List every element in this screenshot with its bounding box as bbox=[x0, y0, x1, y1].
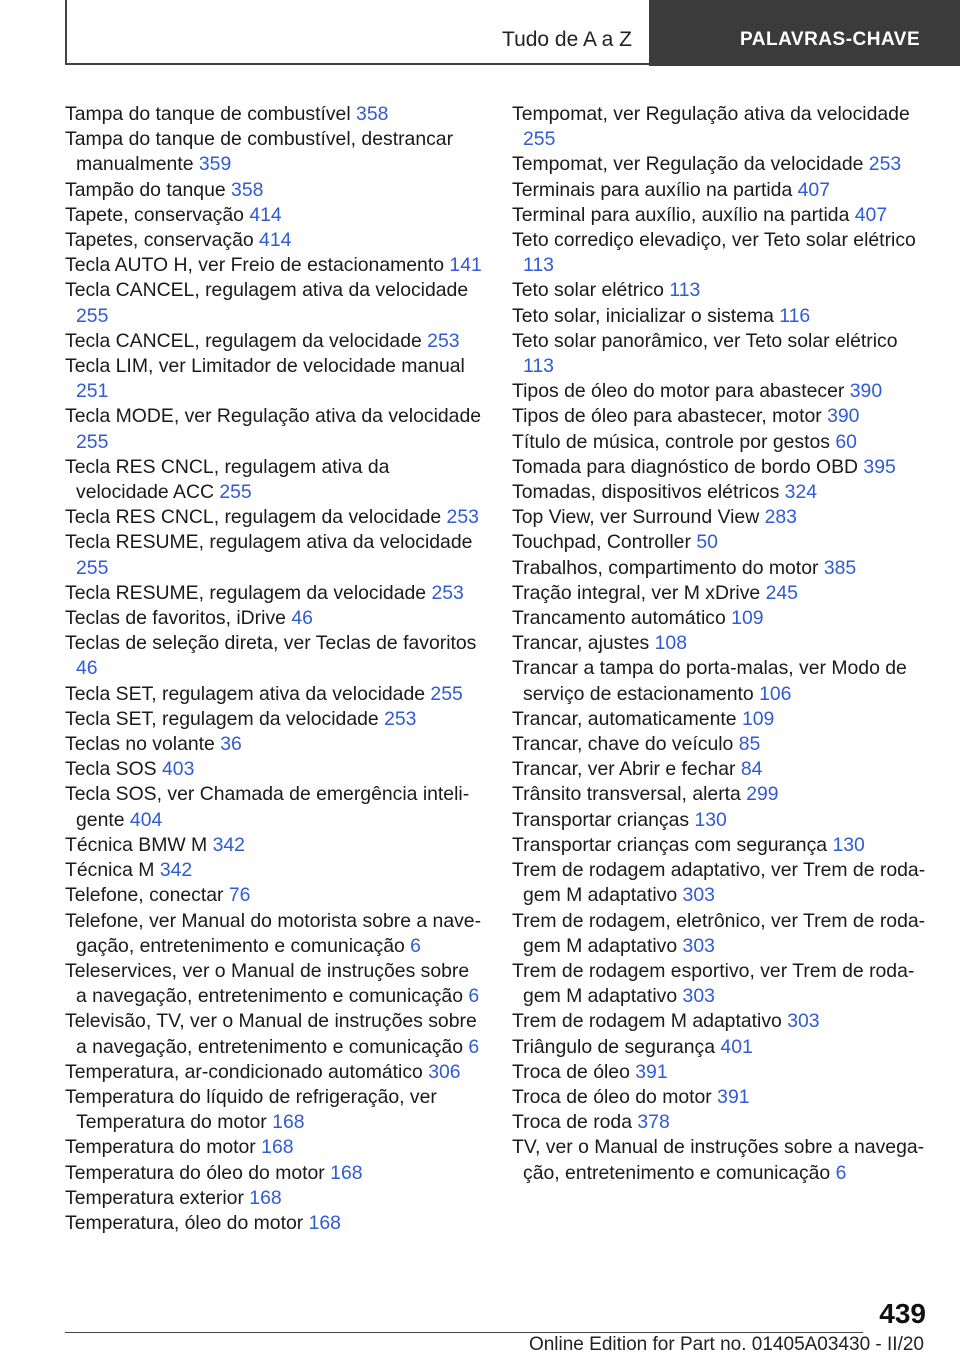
index-entry-page-link[interactable]: 414 bbox=[249, 203, 282, 226]
header-section-title: Tudo de A a Z bbox=[502, 28, 632, 51]
index-entry bbox=[65, 329, 483, 354]
index-entry bbox=[65, 757, 483, 782]
index-entry-term: Top View, ver Surround View bbox=[512, 506, 765, 529]
index-entry-page-link[interactable]: 6 bbox=[410, 934, 421, 957]
index-entry-term: Tipos de óleo do motor para abastecer bbox=[512, 380, 850, 403]
index-entry-term: Tampa do tanque de combustível, destrancar manualmente bbox=[65, 128, 454, 176]
index-entry-page-link[interactable]: 255 bbox=[430, 682, 463, 705]
index-entry-page-link[interactable]: 245 bbox=[765, 581, 798, 604]
index-entry bbox=[65, 581, 483, 606]
index-entry bbox=[65, 278, 483, 328]
index-entry bbox=[65, 1060, 483, 1085]
index-entry bbox=[65, 909, 483, 959]
index-entry-term: TV, ver o Manual de instruções sobre a navegação, entretenimento e comunicação bbox=[512, 1136, 925, 1184]
index-entry bbox=[65, 833, 483, 858]
index-entry bbox=[65, 606, 483, 631]
page-header bbox=[0, 0, 960, 66]
index-entry-page-link[interactable]: 283 bbox=[764, 506, 797, 529]
index-entry-term: Temperatura do líquido de refrigeração, ver Temperatura do motor bbox=[65, 1085, 437, 1134]
index-entry-page-link[interactable]: 168 bbox=[272, 1111, 305, 1134]
index-entry-page-link[interactable]: 113 bbox=[523, 254, 554, 277]
index-entry bbox=[65, 253, 483, 278]
index-entry-page-link[interactable]: 342 bbox=[212, 833, 245, 856]
index-entry-page-link[interactable]: 401 bbox=[720, 1035, 753, 1058]
index-entry bbox=[512, 1035, 932, 1060]
header-chapter-label: PALAVRAS-CHAVE bbox=[740, 29, 921, 50]
index-entry-term: Teto solar elétrico bbox=[512, 279, 670, 302]
index-entry-page-link[interactable]: 403 bbox=[162, 758, 195, 781]
index-column-right bbox=[512, 102, 932, 1186]
index-entry-term: Transportar crianças com segurança bbox=[512, 833, 833, 856]
page-number: 439 bbox=[879, 1298, 926, 1329]
index-entry-term: Tração integral, ver M xDrive bbox=[512, 581, 766, 604]
index-entry bbox=[512, 606, 932, 631]
index-entry-term: Tempomat, ver Regulação da velocidade bbox=[512, 153, 869, 176]
index-entry bbox=[65, 354, 483, 404]
index-entry-term: Troca de óleo do motor bbox=[512, 1085, 718, 1108]
index-entry-page-link[interactable]: 46 bbox=[291, 607, 313, 630]
index-entry-page-link[interactable]: 378 bbox=[637, 1111, 670, 1134]
index-entry bbox=[512, 379, 932, 404]
index-entry-page-link[interactable]: 109 bbox=[741, 707, 775, 730]
index-entry-term: Técnica M bbox=[65, 859, 160, 882]
index-entry bbox=[65, 959, 483, 1009]
index-entry bbox=[512, 757, 932, 782]
index-entry bbox=[512, 1085, 932, 1110]
index-entry-page-link[interactable]: 385 bbox=[823, 556, 857, 579]
index-entry-term: Tecla SOS, ver Chamada de emergência inteligente bbox=[65, 783, 470, 831]
index-entry bbox=[65, 883, 483, 908]
index-entry-term: Tipos de óleo para abastecer, motor bbox=[512, 405, 828, 428]
index-entry bbox=[512, 732, 932, 757]
index-entry-page-link[interactable]: 390 bbox=[827, 405, 860, 428]
index-entry-term: Trem de rodagem, eletrônico, ver Trem de rodagem M adaptativo bbox=[512, 909, 926, 957]
index-entry-term: Título de música, controle por gestos bbox=[512, 430, 836, 453]
footer-rule bbox=[65, 1332, 863, 1333]
index-entry bbox=[512, 656, 932, 706]
index-entry-page-link[interactable]: 141 bbox=[449, 254, 482, 277]
index-entry-page-link[interactable]: 407 bbox=[854, 203, 888, 226]
index-entry bbox=[65, 1211, 483, 1236]
index-entry bbox=[512, 480, 932, 505]
index-entry bbox=[512, 909, 932, 959]
index-entry bbox=[65, 228, 483, 253]
index-entry-page-link[interactable]: 253 bbox=[868, 153, 902, 176]
index-entry-page-link[interactable]: 253 bbox=[431, 581, 464, 604]
index-entry-term: Trânsito transversal, alerta bbox=[512, 783, 747, 806]
index-entry-page-link[interactable]: 358 bbox=[231, 178, 264, 201]
index-entry-page-link[interactable]: 113 bbox=[669, 279, 701, 302]
index-entry-page-link[interactable]: 6 bbox=[468, 985, 480, 1008]
index-entry-term: Trem de rodagem adaptativo, ver Trem de rodagem M adaptativo bbox=[512, 859, 926, 907]
index-entry bbox=[512, 329, 932, 379]
index-entry-term: Transportar crianças bbox=[512, 808, 695, 831]
index-entry-term: Teto solar panorâmico, ver Teto solar elétrico bbox=[512, 329, 898, 352]
index-entry bbox=[512, 178, 932, 203]
index-entry-term: Trem de rodagem esportivo, ver Trem de rodagem M adaptativo bbox=[512, 959, 915, 1008]
index-entry-page-link[interactable]: 168 bbox=[330, 1161, 363, 1184]
index-entry bbox=[512, 505, 932, 530]
index-entry-page-link[interactable]: 168 bbox=[261, 1136, 294, 1159]
index-entry-page-link[interactable]: 255 bbox=[219, 481, 252, 504]
index-entry-term: Tapetes, conservação bbox=[65, 229, 260, 252]
index-entry-page-link[interactable]: 60 bbox=[835, 430, 857, 453]
index-entry-page-link[interactable]: 391 bbox=[635, 1060, 668, 1083]
index-entry-page-link[interactable]: 36 bbox=[220, 733, 242, 756]
index-entry-term: Tomadas, dispositivos elétricos bbox=[512, 481, 785, 504]
index-entry bbox=[512, 1009, 932, 1034]
index-entry bbox=[512, 782, 932, 807]
index-entry bbox=[512, 278, 932, 303]
index-entry bbox=[512, 581, 932, 606]
index-entry-page-link[interactable]: 251 bbox=[76, 380, 109, 403]
index-entry-page-link[interactable]: 324 bbox=[784, 481, 818, 504]
index-entry-term: Teleservices, ver o Manual de instruções sobre a navegação, entretenimento e comunicação bbox=[65, 959, 470, 1008]
index-entry-page-link[interactable]: 303 bbox=[787, 1010, 820, 1033]
index-entry-term: Tecla CANCEL, regulagem da velocidade bbox=[65, 329, 428, 352]
index-entry-term: Tecla RES CNCL, regulagem ativa da velocidade ACC bbox=[65, 455, 390, 504]
index-entry bbox=[65, 858, 483, 883]
index-entry-page-link[interactable]: 255 bbox=[523, 128, 556, 151]
index-entry-term: Televisão, TV, ver o Manual de instruções sobre a navegação, entretenimento e comunicação bbox=[65, 1010, 477, 1058]
index-entry bbox=[65, 682, 483, 707]
index-entry bbox=[65, 631, 483, 681]
index-entry bbox=[65, 732, 483, 757]
index-entry bbox=[65, 455, 483, 505]
index-entry bbox=[512, 631, 932, 656]
index-entry bbox=[512, 556, 932, 581]
index-entry-term: Tampão do tanque bbox=[65, 178, 232, 201]
index-entry-term: Tecla AUTO H, ver Freio de estacionamento bbox=[65, 254, 450, 277]
index-entry-term: Temperatura, ar-condicionado automático bbox=[65, 1060, 429, 1083]
index-entry bbox=[65, 707, 483, 732]
index-entry-term: Tecla LIM, ver Limitador de velocidade manual bbox=[65, 355, 465, 378]
index-entry-page-link[interactable]: 84 bbox=[740, 758, 763, 781]
index-entry-term: Touchpad, Controller bbox=[512, 531, 697, 554]
index-entry bbox=[65, 530, 483, 580]
index-entry-page-link[interactable]: 76 bbox=[228, 884, 251, 907]
index-entry-term: Trancar, ajustes bbox=[512, 632, 655, 655]
index-entry-term: Teclas de favoritos, iDrive bbox=[65, 607, 292, 630]
index-entry-page-link[interactable]: 404 bbox=[129, 808, 163, 831]
index-entry-term: Tampa do tanque de combustível bbox=[65, 103, 357, 125]
index-entry-page-link[interactable]: 306 bbox=[428, 1060, 461, 1083]
index-entry-term: Trancar, automaticamente bbox=[512, 707, 742, 730]
index-entry-page-link[interactable]: 130 bbox=[832, 833, 865, 856]
index-entry-page-link[interactable]: 342 bbox=[159, 859, 193, 882]
index-entry bbox=[65, 1186, 483, 1211]
index-entry bbox=[65, 505, 483, 530]
index-entry bbox=[512, 152, 932, 177]
index-entry-page-link[interactable]: 46 bbox=[76, 657, 98, 680]
index-entry bbox=[512, 455, 932, 480]
index-entry-term: Tecla MODE, ver Regulação ativa da velocidade bbox=[65, 405, 482, 428]
index-entry-page-link[interactable]: 130 bbox=[694, 808, 727, 831]
index-entry bbox=[65, 404, 483, 454]
index-entry-term: Triângulo de segurança bbox=[512, 1035, 721, 1058]
index-entry-term: Terminais para auxílio na partida bbox=[512, 178, 798, 201]
index-entry-page-link[interactable]: 358 bbox=[356, 103, 389, 125]
index-entry-page-link[interactable]: 391 bbox=[717, 1085, 750, 1108]
index-entry-term: Tecla RES CNCL, regulagem da velocidade bbox=[65, 506, 447, 529]
index-entry-term: Tecla SOS bbox=[65, 758, 162, 781]
index-entry-page-link[interactable]: 168 bbox=[249, 1186, 282, 1209]
index-entry bbox=[65, 178, 483, 203]
index-entry bbox=[65, 102, 483, 127]
index-entry bbox=[512, 707, 932, 732]
index-entry-page-link[interactable]: 108 bbox=[654, 632, 687, 655]
index-entry-page-link[interactable]: 390 bbox=[849, 380, 883, 403]
index-entry bbox=[512, 530, 932, 555]
index-entry-page-link[interactable]: 253 bbox=[427, 329, 460, 352]
index-entry-term: Trancar, ver Abrir e fechar bbox=[512, 758, 741, 781]
index-entry-page-link[interactable]: 303 bbox=[682, 934, 715, 957]
index-entry-page-link[interactable]: 113 bbox=[523, 355, 554, 378]
index-entry-page-link[interactable]: 303 bbox=[682, 884, 715, 907]
index-entry bbox=[512, 833, 932, 858]
index-column-left bbox=[65, 102, 483, 1236]
index-entry bbox=[512, 1060, 932, 1085]
index-entry-term: Tecla RESUME, regulagem da velocidade bbox=[65, 581, 432, 604]
index-entry-page-link[interactable]: 253 bbox=[446, 506, 479, 529]
index-entry-term: Trancar, chave do veículo bbox=[512, 733, 739, 756]
index-entry bbox=[65, 1009, 483, 1059]
index-entry-term: Trancamento automático bbox=[512, 607, 732, 630]
index-entry-term: Tecla SET, regulagem ativa da velocidade bbox=[65, 682, 431, 705]
index-entry-page-link[interactable]: 109 bbox=[731, 607, 764, 630]
index-entry bbox=[65, 782, 483, 832]
index-entry bbox=[512, 808, 932, 833]
index-entry-term: Teto corrediço elevadiço, ver Teto solar elétrico bbox=[512, 229, 916, 252]
index-entry bbox=[512, 203, 932, 228]
index-entry-term: Tecla CANCEL, regulagem ativa da velocidade bbox=[65, 279, 469, 302]
index-entry bbox=[512, 404, 932, 429]
index-entry-page-link[interactable]: 414 bbox=[259, 229, 292, 252]
index-entry-page-link[interactable]: 255 bbox=[76, 304, 109, 327]
index-entry bbox=[512, 1135, 932, 1185]
index-entry-page-link[interactable]: 255 bbox=[76, 430, 109, 453]
index-entry-term: Tecla RESUME, regulagem ativa da velocidade bbox=[65, 531, 473, 554]
index-entry bbox=[512, 430, 932, 455]
index-entry bbox=[512, 1110, 932, 1135]
index-entry bbox=[512, 858, 932, 908]
index-entry-term: Temperatura, óleo do motor bbox=[65, 1211, 309, 1234]
index-entry-page-link[interactable]: 116 bbox=[779, 304, 811, 327]
index-entry bbox=[65, 127, 483, 177]
index-entry-term: Telefone, ver Manual do motorista sobre a navegação, entretenimento e comunicação bbox=[65, 909, 482, 957]
index-entry-page-link[interactable]: 106 bbox=[759, 682, 792, 705]
index-entry-term: Temperatura exterior bbox=[65, 1186, 250, 1209]
index-entry-term: Troca de roda bbox=[512, 1111, 638, 1134]
index-entry-page-link[interactable]: 255 bbox=[76, 556, 109, 579]
index-entry bbox=[65, 1085, 483, 1135]
index-entry-term: Trancar a tampa do porta-malas, ver Modo de serviço de estacionamento bbox=[512, 657, 907, 705]
index-entry-page-link[interactable]: 407 bbox=[797, 178, 830, 201]
index-entry-page-link[interactable]: 303 bbox=[682, 985, 715, 1008]
index-entry bbox=[65, 1161, 483, 1186]
index-entry-term: Teto solar, inicializar o sistema bbox=[512, 304, 780, 327]
header-bottom-rule bbox=[65, 63, 649, 65]
index-entry-term: Tapete, conservação bbox=[65, 203, 250, 226]
index-entry-term: Trem de rodagem M adaptativo bbox=[512, 1010, 788, 1033]
index-entry bbox=[512, 959, 932, 1009]
index-entry-term: Teclas no volante bbox=[65, 733, 221, 756]
index-entry-page-link[interactable]: 168 bbox=[308, 1211, 341, 1234]
index-entry-term: Tomada para diagnóstico de bordo OBD bbox=[512, 455, 864, 478]
index-entry-page-link[interactable]: 50 bbox=[696, 531, 718, 554]
index-entry-term: Técnica BMW M bbox=[65, 833, 213, 856]
index-entry-term: Trabalhos, compartimento do motor bbox=[512, 556, 824, 579]
index-entry-term: Teclas de seleção direta, ver Teclas de favoritos bbox=[65, 632, 477, 655]
index-entry bbox=[65, 1135, 483, 1160]
index-entry-term: Troca de óleo bbox=[512, 1060, 636, 1083]
index-entry-page-link[interactable]: 253 bbox=[384, 707, 417, 730]
index-entry-term: Temperatura do óleo do motor bbox=[65, 1161, 331, 1184]
index-entry bbox=[512, 304, 932, 329]
index-entry-term: Terminal para auxílio, auxílio na partida bbox=[512, 203, 855, 226]
index-entry-page-link[interactable]: 6 bbox=[835, 1161, 847, 1184]
index-entry-page-link[interactable]: 395 bbox=[863, 455, 896, 478]
index-entry-term: Tecla SET, regulagem da velocidade bbox=[65, 707, 385, 730]
index-entry-page-link[interactable]: 299 bbox=[746, 783, 779, 806]
index-entry-term: Telefone, conectar bbox=[65, 884, 229, 907]
index-entry bbox=[512, 228, 932, 278]
header-left-rule bbox=[65, 0, 67, 64]
index-entry bbox=[512, 102, 932, 152]
index-entry-page-link[interactable]: 85 bbox=[738, 733, 761, 756]
index-entry-page-link[interactable]: 359 bbox=[198, 153, 232, 176]
index-entry-term: Temperatura do motor bbox=[65, 1136, 262, 1159]
index-entry bbox=[65, 203, 483, 228]
index-entry-page-link[interactable]: 6 bbox=[468, 1035, 480, 1058]
index-entry-term: Tempomat, ver Regulação ativa da velocidade bbox=[512, 103, 910, 125]
footer-edition: Online Edition for Part no. 01405A03430 - II/20 bbox=[528, 1334, 924, 1355]
